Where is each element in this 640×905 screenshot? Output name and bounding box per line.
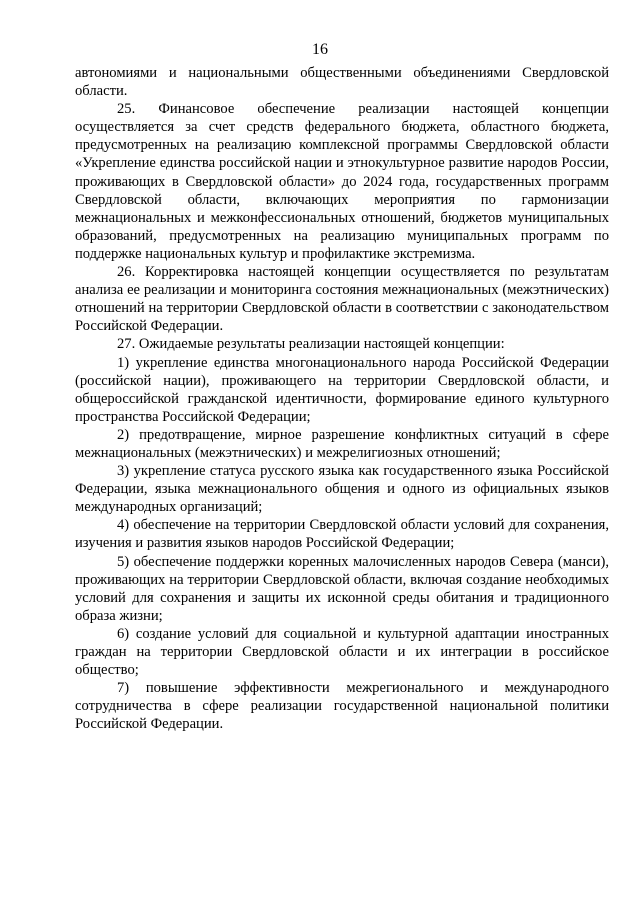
list-item-4: 4) обеспечение на территории Свердловской области условий для сохранения, изучения и развития языков народов Российской Федерации; xyxy=(75,517,609,552)
paragraph-25: 25. Финансовое обеспечение реализации настоящей концепции осуществляется за счет средств федерального бюджета, областного бюджета, предусмотренных на реализацию комплексной программы Свердловской области «Укрепление единства российской нации и этнокультурное развитие народов России, проживающих в Свердловской области» до 2024 года, государственных программ Свердловской области, включающих мероприятия по гармонизации межнациональных и межконфессиональных отношений, бюджетов муниципальных образований, предусмотренных на реализацию муниципальных программ по поддержке национальных культур и профилактике экстремизма. xyxy=(75,101,609,262)
page-number: 16 xyxy=(312,41,328,58)
list-item-7: 7) повышение эффективности межрегионального и международного сотрудничества в сфере реализации государственной национальной политики Российской Федерации. xyxy=(75,680,609,733)
list-item-1: 1) укрепление единства многонационального народа Российской Федерации (российской нации), проживающего на территории Свердловской области, и общероссийской гражданской идентичности, формирование единого культурного пространства Российской Федерации; xyxy=(75,354,609,425)
list-item-2: 2) предотвращение, мирное разрешение конфликтных ситуаций в сфере межнациональных (межэтнических) и межрелигиозных отношений; xyxy=(75,426,609,461)
list-item-6: 6) создание условий для социальной и культурной адаптации иностранных граждан на территории Свердловской области и их интеграции в российское общество; xyxy=(75,625,609,679)
list-item-5: 5) обеспечение поддержки коренных малочисленных народов Севера (манси), проживающих на территории Свердловской области, включая создание необходимых условий для сохранения и защиты их исконной среды обитания и традиционного образа жизни; xyxy=(75,553,609,624)
list-item-3: 3) укрепление статуса русского языка как государственного языка Российской Федерации, языка межнационального общения и одного из официальных языков международных организаций; xyxy=(75,463,609,516)
paragraph-26: 26. Корректировка настоящей концепции осуществляется по результатам анализа ее реализации и мониторинга состояния межнациональных (межэтнических) отношений на территории Свердловской области в соответствии с законодательством Российской Федерации. xyxy=(75,264,609,335)
paragraph-27: 27. Ожидаемые результаты реализации настоящей концепции: xyxy=(117,336,505,353)
document-body xyxy=(75,64,609,733)
paragraph-continuation: автономиями и национальными общественными объединениями Свердловской области. xyxy=(75,65,609,100)
